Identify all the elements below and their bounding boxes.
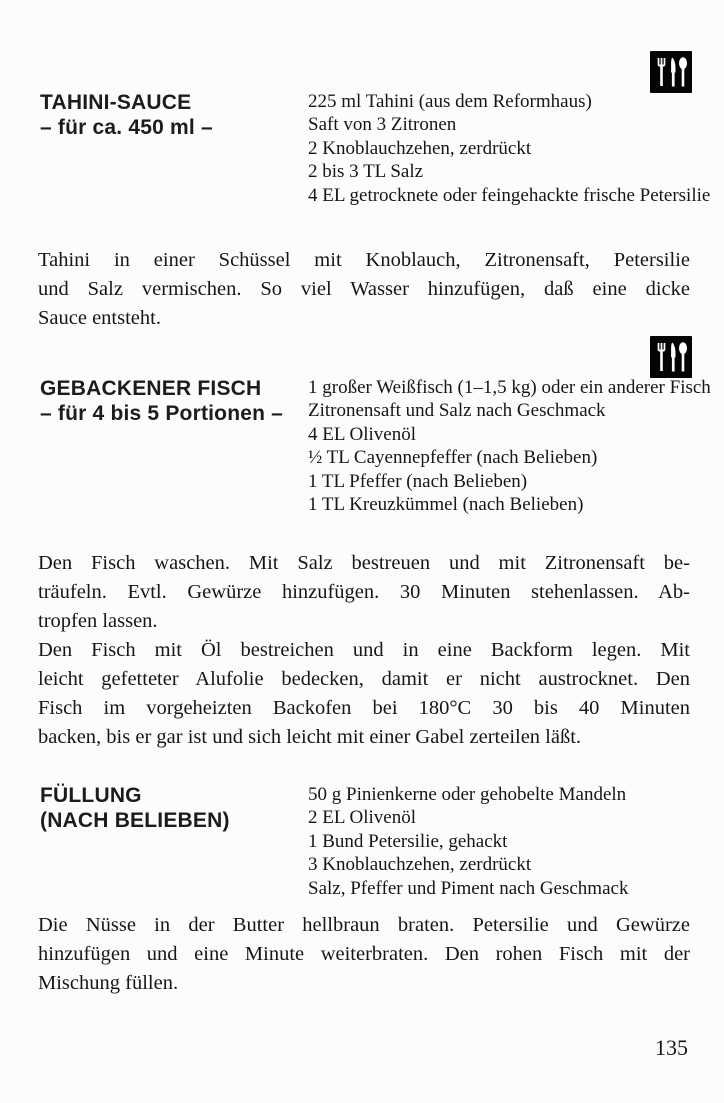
- instruction-line: Den Fisch mit Öl bestreichen und in eine Backform legen. Mit: [38, 639, 690, 661]
- instruction-line: und Salz vermischen. So viel Wasser hinzufügen, daß eine dicke: [38, 278, 690, 300]
- ingredient-item: 4 EL Olivenöl: [308, 423, 416, 445]
- ingredient-item: 4 EL getrocknete oder feingehackte frische Petersilie: [308, 184, 711, 206]
- ingredient-item: 2 Knoblauchzehen, zerdrückt: [308, 137, 532, 159]
- ingredient-item: 3 Knoblauchzehen, zerdrückt: [308, 854, 532, 876]
- instruction-line: hinzufügen und eine Minute weiterbraten. Den rohen Fisch mit der: [38, 943, 690, 965]
- ingredient-list: [308, 90, 718, 207]
- recipe-section-tahini-sauce: [40, 90, 718, 207]
- recipe-yield: – für 4 bis 5 Portionen –: [40, 402, 284, 425]
- recipe-title-block: [40, 783, 308, 833]
- recipe-yield: – für ca. 450 ml –: [40, 116, 213, 139]
- recipe-title: FÜLLUNG: [40, 784, 142, 807]
- page-number: 135: [655, 1035, 688, 1060]
- ingredient-list: [308, 783, 718, 900]
- instructions-paragraph: [38, 549, 690, 752]
- ingredient-item: 1 Bund Petersilie, gehackt: [308, 830, 508, 852]
- instruction-line: backen, bis er gar ist und sich leicht mit einer Gabel zerteilen läßt.: [38, 726, 582, 748]
- instruction-line: leicht gefetteter Alufolie bedecken, damit er nicht austrocknet. Den: [38, 668, 690, 690]
- instruction-line: Mischung füllen.: [38, 972, 179, 994]
- ingredient-item: Salz, Pfeffer und Piment nach Geschmack: [308, 877, 629, 899]
- ingredient-list: [308, 376, 718, 516]
- recipe-title: GEBACKENER FISCH: [40, 377, 262, 400]
- cutlery-icon: [650, 336, 692, 378]
- recipe-section-fuellung: [40, 783, 718, 900]
- recipe-section-gebackener-fisch: [40, 376, 718, 516]
- ingredient-item: 2 EL Olivenöl: [308, 807, 416, 829]
- instruction-line: träufeln. Evtl. Gewürze hinzufügen. 30 Minuten stehenlassen. Ab-: [38, 581, 690, 603]
- ingredient-item: Saft von 3 Zitronen: [308, 114, 457, 136]
- ingredient-item: 2 bis 3 TL Salz: [308, 161, 424, 183]
- instruction-line: tropfen lassen.: [38, 610, 158, 632]
- ingredient-item: 1 TL Kreuzkümmel (nach Belieben): [308, 494, 584, 516]
- instruction-line: Die Nüsse in der Butter hellbraun braten. Petersilie und Gewürze: [38, 914, 690, 936]
- instruction-line: Fisch im vorgeheizten Backofen bei 180°C 30 bis 40 Minuten: [38, 697, 690, 719]
- instructions-paragraph: [38, 911, 690, 998]
- recipe-title-block: [40, 376, 308, 426]
- instruction-line: Sauce entsteht.: [38, 307, 161, 329]
- recipe-yield: (NACH BELIEBEN): [40, 809, 230, 832]
- ingredient-item: 50 g Pinienkerne oder gehobelte Mandeln: [308, 784, 627, 805]
- cutlery-icon: [650, 51, 692, 93]
- ingredient-item: 1 großer Weißfisch (1–1,5 kg) oder ein anderer Fisch: [308, 377, 711, 398]
- instructions-paragraph: [38, 246, 690, 333]
- ingredient-item: Zitronensaft und Salz nach Geschmack: [308, 400, 606, 422]
- recipe-title: TAHINI-SAUCE: [40, 91, 192, 114]
- ingredient-item: ½ TL Cayennepfeffer (nach Belieben): [308, 447, 598, 469]
- instruction-line: Tahini in einer Schüssel mit Knoblauch, Zitronensaft, Petersilie: [38, 249, 690, 271]
- recipe-title-block: [40, 90, 308, 140]
- ingredient-item: 225 ml Tahini (aus dem Reformhaus): [308, 91, 592, 112]
- ingredient-item: 1 TL Pfeffer (nach Belieben): [308, 470, 528, 492]
- instruction-line: Den Fisch waschen. Mit Salz bestreuen und mit Zitronensaft be-: [38, 552, 690, 574]
